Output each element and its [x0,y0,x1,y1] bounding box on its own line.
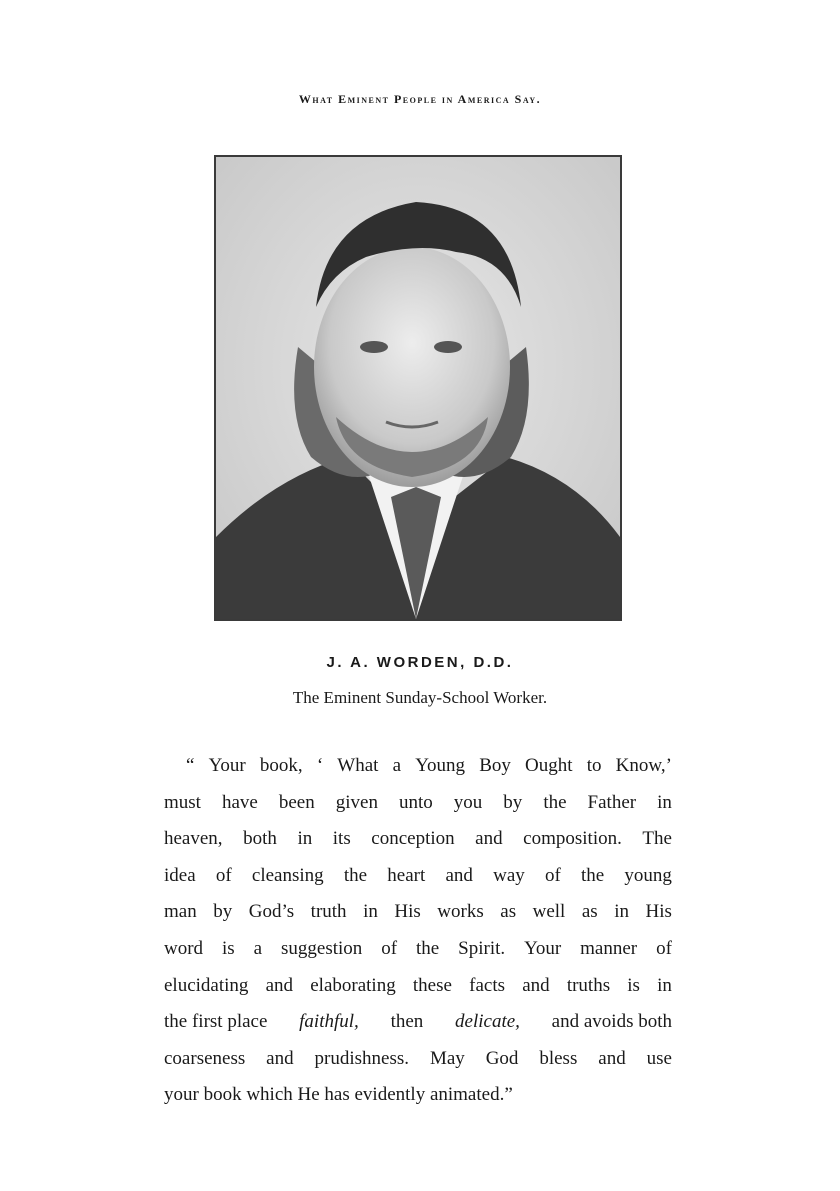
quote-word: been [278,791,315,813]
quote-word: prudishness. [314,1047,410,1069]
quote-word: of [544,864,561,886]
quote-word: man [164,901,197,923]
quote-word: idea [164,864,196,886]
quote-word: Spirit. [458,937,506,959]
quote-word: the [343,864,368,886]
quote-word: ‘ [316,755,324,776]
quote-italic-segment: delicate, [455,1011,520,1033]
quote-word: His [645,901,672,923]
portrait-image [216,157,620,619]
quote-line [164,748,672,785]
quote-word: the [581,864,605,886]
quote-word: unto [398,791,433,813]
quote-word: Boy [479,755,511,776]
quote-word: bless [539,1047,578,1069]
quote-word: God [485,1047,519,1069]
quote-word: as [581,901,598,923]
quote-word: facts [469,974,505,996]
quote-word: coarseness [164,1047,246,1069]
quote-word: book, [259,755,303,776]
quote-word: of [656,937,672,959]
quote-word: Your [208,755,246,776]
quote-word: use [646,1047,672,1069]
quote-line [164,894,672,931]
quote-word: conception [371,828,455,850]
quote-line [164,821,672,858]
quote-word: word [164,937,204,959]
running-head: What Eminent People in America Say. [298,92,542,106]
quote-segment: and avoids both [551,1011,672,1033]
quote-line-mixed [164,1004,672,1041]
quote-word: The [642,828,672,850]
quote-word: and [266,1047,294,1069]
quote-word: “ [186,755,195,776]
quote-word: truth [310,901,347,923]
quote-word: way [493,864,525,886]
quote-word: heaven, [164,828,223,850]
quote-word: works [437,901,484,923]
quote-word: of [215,864,232,886]
caption-name: J. A. WORDEN, D.D. [326,654,514,671]
quote-word: God’s [248,901,295,923]
quote-word: a [392,755,402,776]
quote-word: Your [524,937,562,959]
quote-word: May [429,1047,465,1069]
quote-word: young [624,864,672,886]
quote-word: by [213,901,233,923]
quote-segment: then [390,1011,424,1033]
quote-word: Father [587,791,637,813]
quote-word: have [221,791,258,813]
quote-word: as [500,901,517,923]
quote-word: manner [580,937,638,959]
quote-word: in [657,974,672,996]
quote-word: must [164,791,201,813]
quote-line [164,785,672,822]
quote-word: in [614,901,629,923]
quote-line [164,931,672,968]
quote-word: and [598,1047,626,1069]
quote-word: its [332,828,351,850]
caption-title: The Eminent Sunday-School Worker. [292,688,548,707]
quote-word: given [335,791,378,813]
portrait-photo [214,155,622,621]
quote-line [164,1041,672,1078]
quote-word: the [543,791,567,813]
quote-word: composition. [523,828,622,850]
quote-word: and [445,864,473,886]
quote-word: by [503,791,523,813]
quote-word: and [265,974,294,996]
quote-italic-segment: faithful, [299,1011,359,1033]
quote-word: Know,’ [615,755,672,776]
quote-word: in [363,901,378,923]
quote-word: heart [387,864,426,886]
quote-line: your book which He has evidently animated.” [164,1084,513,1106]
quote-segment: the first place [164,1011,268,1033]
quote-word: of [381,937,398,959]
quote-line [164,968,672,1005]
quote-word: elucidating [164,974,249,996]
quote-word: is [222,937,235,959]
quote-word: to [586,755,602,776]
quote-word: What [337,755,379,776]
testimonial-quote [164,748,672,1114]
quote-word: is [627,974,640,996]
quote-word: in [657,791,672,813]
quote-word: a [253,937,263,959]
quote-word: His [394,901,421,923]
quote-line [164,858,672,895]
quote-word: in [297,828,313,850]
quote-word: well [532,901,566,923]
quote-word: both [243,828,277,850]
quote-word: Ought [525,755,573,776]
quote-word: and [522,974,550,996]
quote-word: truths [566,974,611,996]
quote-word: Young [415,755,466,776]
quote-word: elaborating [310,974,396,996]
quote-word: suggestion [281,937,363,959]
quote-word: you [453,791,483,813]
quote-word: the [415,937,440,959]
quote-word: cleansing [251,864,324,886]
quote-word: and [475,828,503,850]
quote-word: these [412,974,452,996]
